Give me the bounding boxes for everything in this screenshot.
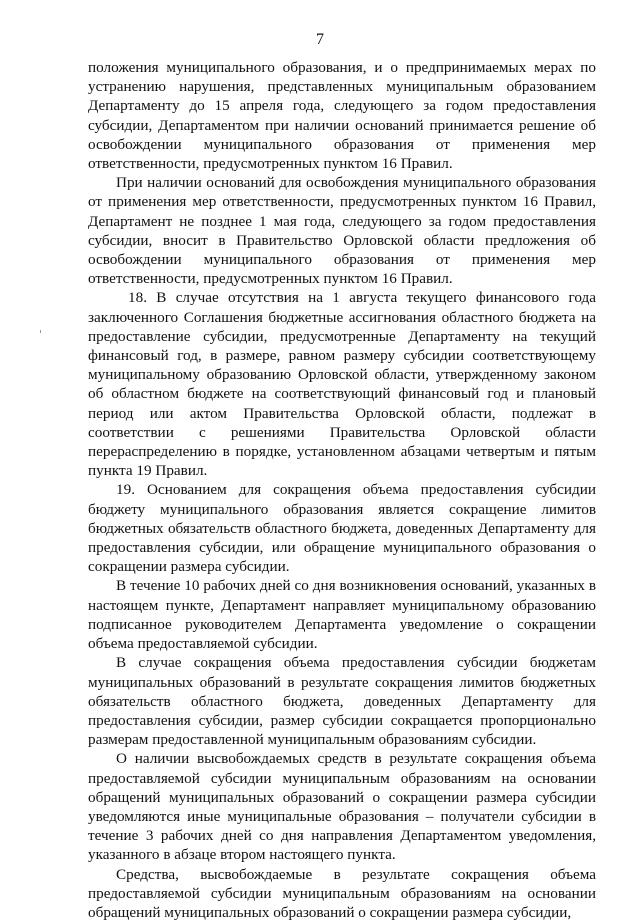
document-body [88,58,596,922]
paragraph-item-18: 18. В случае отсутствия на 1 августа текущего финансового года заключенного Соглашения бюджетные ассигнования областного бюджета на предоставление субсидии, предусмотренные Департаменту на текущий финансовый год, в размере, равном размеру субсидии соответствующему муниципальному образованию Орловской области, утвержденному законом об областном бюджете на соответствующий финансовый год и плановый период или актом Правительства Орловской области, подлежат в соответствии с решениями Правительства Орловской области перераспределению в порядке, установленном абзацами четвертым и пятым пункта 19 Правил. [88,289,596,480]
scan-margin-mark [40,330,41,333]
paragraph-released-funds: О наличии высвобождаемых средств в результате сокращения объема предоставляемой субсидии муниципальным образованиям на основании обращений муниципальных образований о сокращении размера субсидии уведомляются иные муниципальные образования – получатели субсидии в течение 3 рабочих дней со дня направления Департаментом уведомления, указанного в абзаце втором настоящего пункта. [88,750,596,864]
paragraph-notification: В течение 10 рабочих дней со дня возникновения оснований, указанных в настоящем пункте, Департамент направляет муниципальному образованию подписанное руководителем Департамента уведомление о сокращении объема предоставляемой субсидии. [88,577,596,653]
paragraph-released-funds-use: Средства, высвобождаемые в результате сокращения объема предоставляемой субсидии муниципальным образованиям на основании обращений муниципальных образований о сокращении размера субсидии, [88,865,596,921]
paragraph-continuation: положения муниципального образования, и о предпринимаемых мерах по устранению нарушения, представленных муниципальным образованием Департаменту до 15 апреля года, следующего за годом предоставления субсидии, Департаментом при наличии оснований принимается решение об освобождении муниципального образования от применения мер ответственности, предусмотренных пунктом 16 Правил. [88,59,596,173]
paragraph-exemption-proposal: При наличии оснований для освобождения муниципального образования от применения мер ответственности, предусмотренных пунктом 16 Правил, Департамент не позднее 1 мая года, следующего за годом предоставления субсидии, вносит в Правительство Орловской области предложения об освобождении муниципального образования от применения мер ответственности, предусмотренных пунктом 16 Правил. [88,174,596,288]
page-number: 7 [316,31,324,48]
paragraph-item-19: 19. Основанием для сокращения объема предоставления субсидии бюджету муниципального образования является сокращение лимитов бюджетных обязательств областного бюджета, доведенных Департаменту для предоставления субсидии, или обращение муниципального образования о сокращении размера субсидии. [88,481,596,576]
paragraph-proportional-reduction: В случае сокращения объема предоставления субсидии бюджетам муниципальных образований в результате сокращения лимитов бюджетных обязательств областного бюджета, доведенных Департаменту для предоставления субсидии, размер субсидии сокращается пропорционально размерам предоставленной муниципальным образованиям субсидии. [88,654,596,749]
